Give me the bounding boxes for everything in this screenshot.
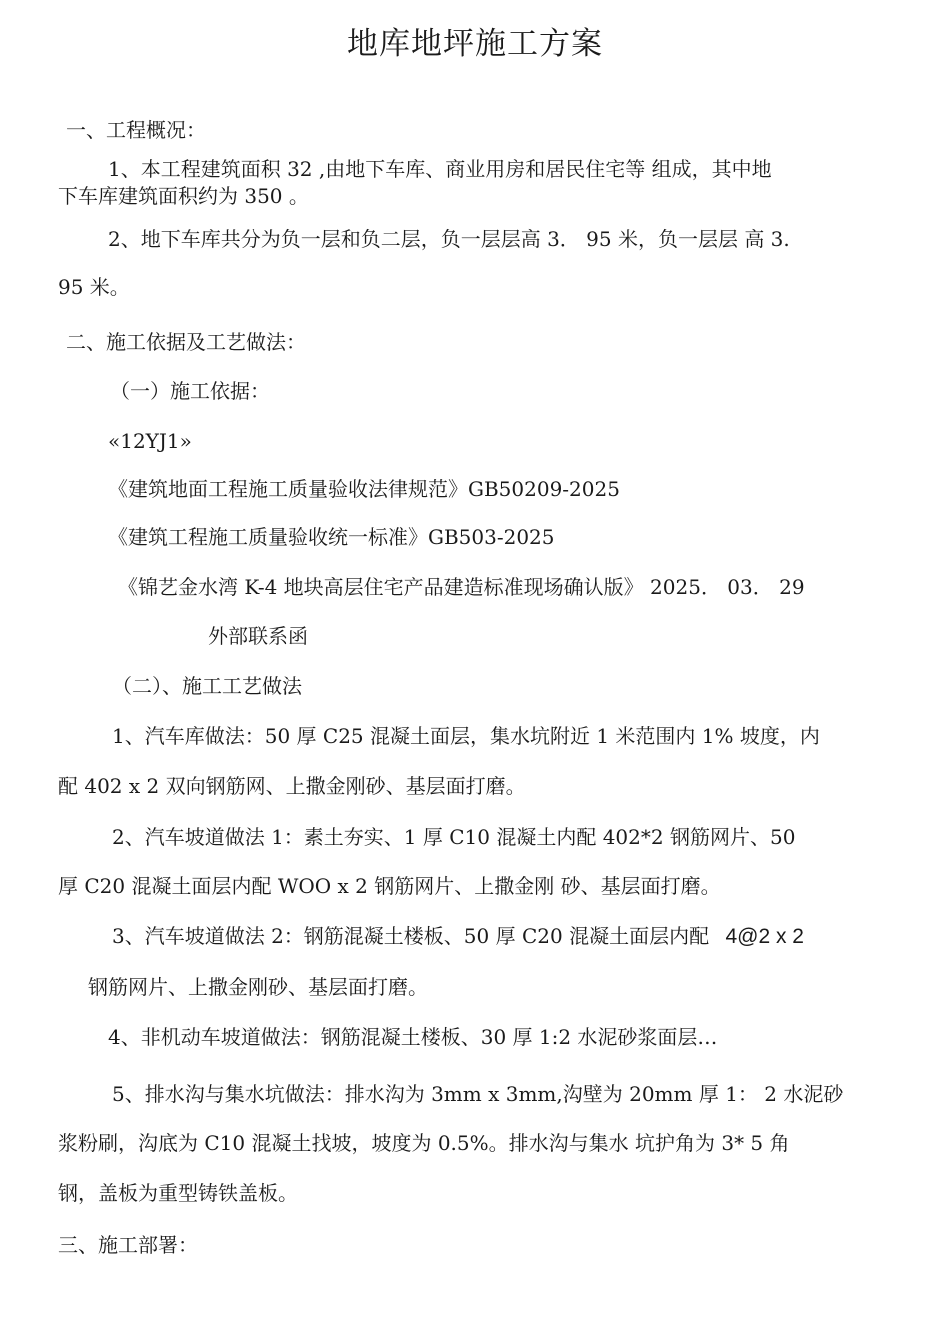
reference-jinyi-line2: 外部联系函	[208, 624, 308, 648]
sub2-heading: （二）、施工工艺做法	[112, 674, 302, 698]
reference-gb50209: 《建筑地面工程施工质量验收法律规范》GB50209-2025	[108, 477, 620, 501]
sub1-heading: （一）施工依据：	[110, 379, 270, 403]
item4: 4、非机动车坡道做法：钢筋混凝土楼板、30 厚 1:2 水泥砂浆面层…	[108, 1025, 718, 1049]
section1-p2-line1: 2、地下车库共分为负一层和负二层，负一层层高 3． 95 米，负一层层 高 3.	[108, 227, 790, 251]
section3-heading: 三、施工部署：	[58, 1233, 198, 1257]
item2-line2: 厚 C20 混凝土面层内配 WOO x 2 钢筋网片、上撒金刚 砂、基层面打磨。	[58, 874, 721, 898]
section1-p1-line1: 1、本工程建筑面积 32 ,由地下车库、商业用房和居民住宅等 组成，其中地	[108, 157, 772, 181]
item3-line1-text: 3、汽车坡道做法 2：钢筋混凝土楼板、50 厚 C20 混凝土面层内配	[112, 924, 710, 948]
section1-heading: 一、工程概况：	[66, 118, 206, 142]
item2-line1: 2、汽车坡道做法 1：素土夯实、1 厚 C10 混凝土内配 402*2 钢筋网片、50	[112, 825, 796, 849]
section1-p1-line2: 下车库建筑面积约为 350 。	[58, 184, 309, 208]
section1-p2-line2: 95 米。	[58, 275, 130, 299]
item3-line1	[112, 924, 804, 949]
section2-heading: 二、施工依据及工艺做法：	[66, 330, 306, 354]
item1-line1: 1、汽车库做法：50 厚 C25 混凝土面层，集水坑附近 1 米范围内 1% 坡度，内	[112, 724, 820, 748]
reference-gb503: 《建筑工程施工质量验收统一标准》GB503-2025	[108, 525, 555, 549]
item3-line1-tail: 4@2 x 2	[725, 925, 804, 948]
reference-12yj1: «12YJ1»	[108, 429, 192, 453]
item5-line3: 钢，盖板为重型铸铁盖板。	[58, 1181, 298, 1205]
item3-line2: 钢筋网片、上撒金刚砂、基层面打磨。	[88, 975, 428, 999]
item5-line2: 浆粉刷，沟底为 C10 混凝土找坡，坡度为 0.5%。排水沟与集水 坑护角为 3* 5 角	[58, 1131, 790, 1155]
reference-jinyi-line1: 《锦艺金水湾 K-4 地块高层住宅产品建造标准现场确认版》 2025． 03． 29	[118, 575, 805, 599]
document-title: 地库地坪施工方案	[347, 26, 603, 62]
item5-line1: 5、排水沟与集水坑做法：排水沟为 3mm x 3mm,沟壁为 20mm 厚 1： 2 水泥砂	[112, 1082, 844, 1106]
item1-line2: 配 402 x 2 双向钢筋网、上撒金刚砂、基层面打磨。	[58, 774, 526, 798]
